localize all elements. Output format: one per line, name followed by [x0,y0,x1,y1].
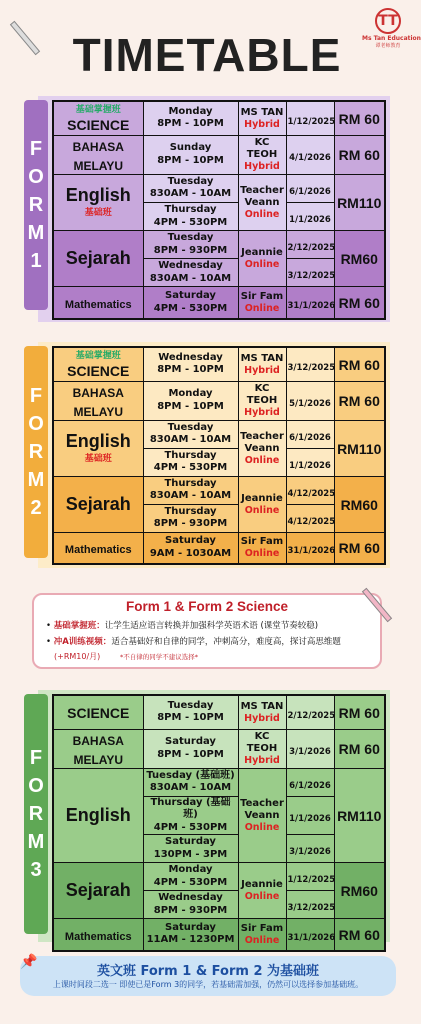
page-title: TIMETABLE [72,29,342,81]
logo-name: Ms Tan Education [362,35,421,42]
table-row: Thursday (基础班) 4PM - 530PM 1/1/2026 [53,796,385,835]
english-note-text: 上课时间段二选一 即使已是Form 3的同学，若基础需加强，仍然可以选择参加基础班。 [52,980,364,989]
science-info-line-1: • 基础掌握班：让学生适应语言转换并加强科学英语术语 (课堂节奏较稳) [46,621,319,631]
table-row: SCIENCE Tuesday 8PM - 10PM MS TAN Hybrid 2/12/2025 RM 60 [53,695,385,729]
english-note-box [20,956,396,996]
logo-subname: 谭老师教育 [375,43,401,49]
table-row: Mathematics Saturday 11AM - 1230PM Sir Fam Online 31/1/2026 RM 60 [53,919,385,951]
form2-table [52,346,386,565]
table-row: 基础掌握班 SCIENCE Monday 8PM - 10PM MS TAN Hybrid 1/12/2025 RM 60 [53,101,385,135]
table-row: Thursday 4PM - 530PM 1/1/2026 [53,202,385,230]
logo-mark: TT [375,8,401,34]
table-row: English 基础班 Tuesday 830AM - 10AM Teacher Veann Online 6/1/2026 RM110 [53,420,385,448]
table-row: 基础掌握班 SCIENCE Wednesday 8PM - 10PM MS TAN Hybrid 3/12/2025 RM 60 [53,347,385,381]
pin-icon: 📌 [20,954,38,970]
table-row: Sejarah Monday 4PM - 530PM Jeannie Online 1/12/2025 RM60 [53,863,385,891]
form3-label: F O R M 3 [24,694,48,934]
table-row: Mathematics Saturday 9AM - 1030AM Sir Fam Online 31/1/2026 RM 60 [53,532,385,564]
brand-logo [362,8,421,49]
form1-table [52,100,386,320]
science-info-line-2: • 冲A训练视频：适合基础好和自律的同学，冲刺高分，难度高，探讨高思维题 [46,637,341,647]
table-row: Wednesday 8PM - 930PM 3/12/2025 [53,891,385,919]
science-info-title: Form 1 & Form 2 Science [125,599,289,614]
science-price-note: (+RM10/月) [54,652,101,661]
science-info-box [32,593,382,669]
table-row: Sejarah Thursday 830AM - 10AM Jeannie Online 4/12/2025 RM60 [53,476,385,504]
science-warning: *不自律的同学不建议选择* [120,653,198,661]
table-row: Wednesday 830AM - 10AM 3/12/2025 [53,259,385,287]
table-row: English Tuesday (基础班) 830AM - 10AM Teacher Veann Online 6/1/2026 RM110 [53,768,385,796]
table-row: BAHASA MELAYU Sunday 8PM - 10PM KC TEOH Hybrid 4/1/2026 RM 60 [53,135,385,174]
form2-label: F O R M 2 [24,346,48,558]
table-row: Thursday 4PM - 530PM 1/1/2026 [53,448,385,476]
form3-table [52,694,386,952]
table-row: Sejarah Tuesday 8PM - 930PM Jeannie Online 2/12/2025 RM60 [53,231,385,259]
form1-label: F O R M 1 [24,100,48,310]
table-row: BAHASA MELAYU Monday 8PM - 10PM KC TEOH Hybrid 5/1/2026 RM 60 [53,381,385,420]
table-row: Saturday 130PM - 3PM 3/1/2026 [53,835,385,863]
table-row: BAHASA MELAYU Saturday 8PM - 10PM KC TEOH Hybrid 3/1/2026 RM 60 [53,729,385,768]
english-note-title: 英文班 Form 1 & Form 2 为基础班 [96,964,320,979]
table-row: Thursday 8PM - 930PM 4/12/2025 [53,504,385,532]
table-row: English 基础班 Tuesday 830AM - 10AM Teacher Veann Online 6/1/2026 RM110 [53,174,385,202]
table-row: Mathematics Saturday 4PM - 530PM Sir Fam Online 31/1/2026 RM 60 [53,287,385,319]
